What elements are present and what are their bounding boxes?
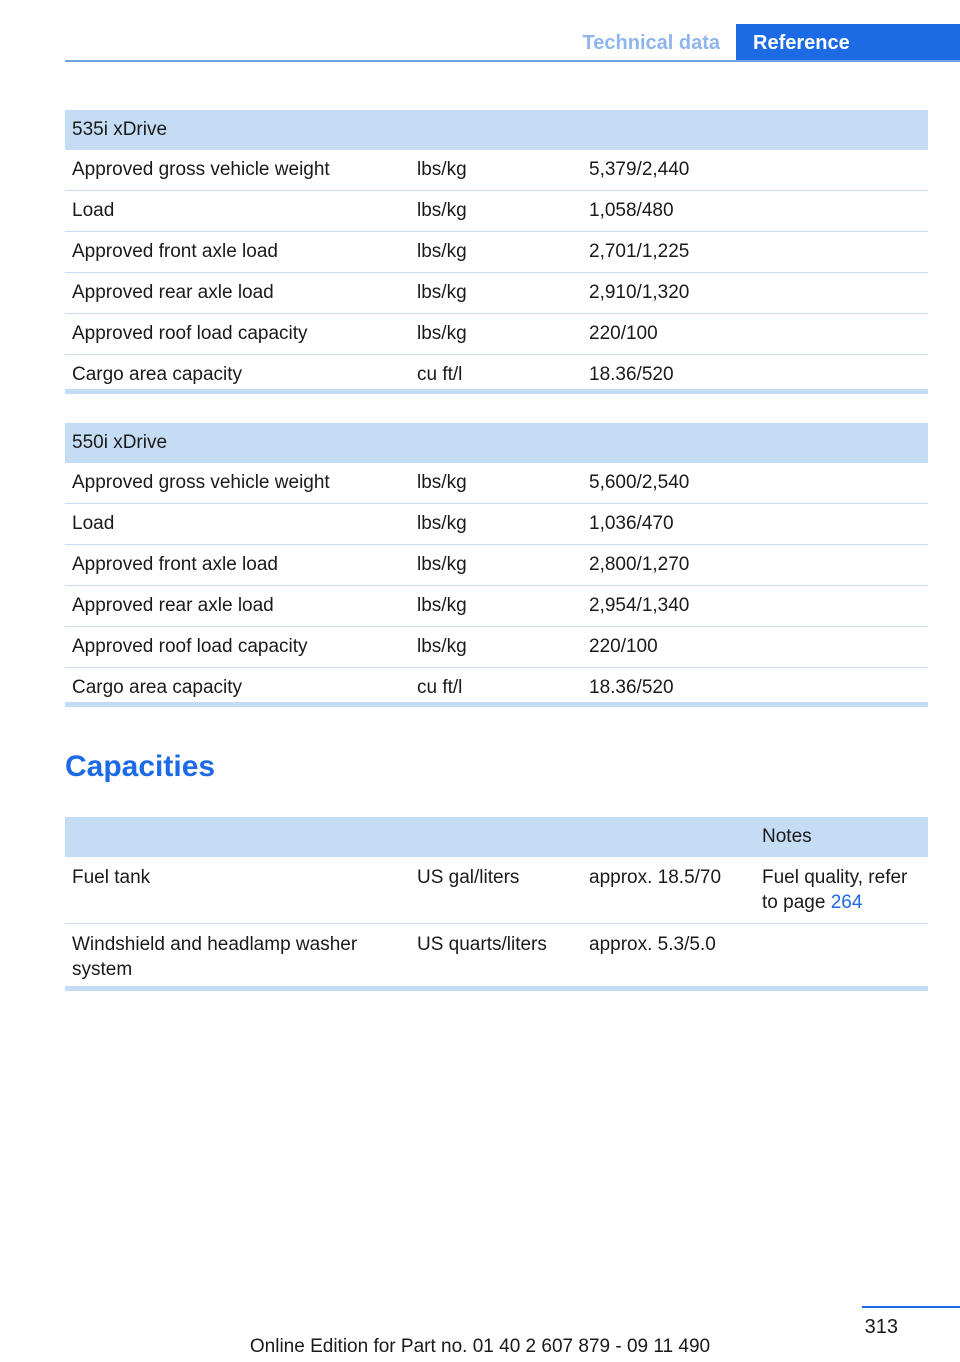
table-bottom-rule	[65, 389, 928, 394]
edition-footer: Online Edition for Part no. 01 40 2 607 879 - 09 11 490	[249, 1336, 711, 1357]
row-value: 1,036/470	[582, 504, 755, 545]
table-row	[65, 586, 928, 627]
row-value: 220/100	[582, 314, 755, 355]
row-value: 2,701/1,225	[582, 232, 755, 273]
row-value: 18.36/520	[589, 364, 674, 385]
row-unit: lbs/kg	[410, 627, 582, 668]
row-unit: lbs/kg	[410, 150, 582, 191]
row-unit: lbs/kg	[410, 273, 582, 314]
row-label: Load	[65, 504, 410, 545]
row-label: Cargo area capacity	[72, 364, 243, 385]
header-divider	[65, 60, 960, 62]
row-value: 2,800/1,270	[582, 545, 755, 586]
table-heading: 535i xDrive	[65, 110, 928, 150]
row-label: Cargo area capacity	[72, 677, 243, 698]
table-row	[65, 273, 928, 314]
row-label: Fuel tank	[65, 857, 410, 924]
section-title-capacities: Capacities	[65, 750, 216, 783]
row-value: 18.36/520	[589, 677, 674, 698]
table-row	[65, 463, 928, 504]
table-bottom-rule	[65, 986, 928, 991]
row-unit: cu ft/l	[417, 677, 463, 698]
page-reference-link[interactable]: 264	[830, 892, 863, 913]
table-bottom-rule	[65, 702, 928, 707]
row-label: Approved front axle load	[65, 545, 410, 586]
row-value: 5,379/2,440	[582, 150, 755, 191]
row-label: Approved roof load capacity	[65, 314, 410, 355]
header-section-title: Technical data	[582, 32, 720, 54]
row-value: approx. 18.5/70	[582, 857, 755, 924]
row-unit: lbs/kg	[410, 232, 582, 273]
row-unit: lbs/kg	[410, 586, 582, 627]
row-unit: US gal/liters	[410, 857, 582, 924]
table-row	[65, 924, 928, 991]
note-text: Fuel quality, refer to page	[762, 867, 908, 913]
spec-table-550i	[65, 423, 928, 708]
row-unit: lbs/kg	[410, 463, 582, 504]
table-heading: 550i xDrive	[65, 423, 928, 463]
row-unit: lbs/kg	[410, 545, 582, 586]
header-tab-reference: Reference	[736, 24, 960, 62]
row-unit: lbs/kg	[410, 191, 582, 232]
table-row	[65, 504, 928, 545]
row-unit: lbs/kg	[410, 504, 582, 545]
row-label: Load	[65, 191, 410, 232]
table-row	[65, 545, 928, 586]
row-label: Approved rear axle load	[65, 273, 410, 314]
row-note	[755, 924, 928, 991]
row-value: approx. 5.3/5.0	[589, 934, 716, 955]
table-row	[65, 150, 928, 191]
page-number: 313	[864, 1316, 898, 1338]
table-row	[65, 314, 928, 355]
table-row	[65, 627, 928, 668]
row-unit: lbs/kg	[410, 314, 582, 355]
row-value: 5,600/2,540	[582, 463, 755, 504]
row-unit: US quarts/liters	[417, 934, 547, 955]
row-label: Approved roof load capacity	[65, 627, 410, 668]
row-label: Approved front axle load	[65, 232, 410, 273]
table-row	[65, 191, 928, 232]
row-value: 2,954/1,340	[582, 586, 755, 627]
table-row	[65, 857, 928, 924]
row-value: 1,058/480	[582, 191, 755, 232]
capacities-table	[65, 817, 928, 990]
notes-header: Notes	[755, 817, 928, 857]
spec-table-535i	[65, 110, 928, 395]
row-unit: cu ft/l	[417, 364, 463, 385]
footer-divider	[862, 1306, 960, 1308]
row-label: Approved gross vehicle weight	[65, 150, 410, 191]
row-label: Approved rear axle load	[65, 586, 410, 627]
row-note	[755, 857, 928, 924]
row-label: Windshield and headlamp washer system	[72, 934, 358, 980]
row-value: 2,910/1,320	[582, 273, 755, 314]
table-row	[65, 232, 928, 273]
row-value: 220/100	[582, 627, 755, 668]
row-label: Approved gross vehicle weight	[65, 463, 410, 504]
